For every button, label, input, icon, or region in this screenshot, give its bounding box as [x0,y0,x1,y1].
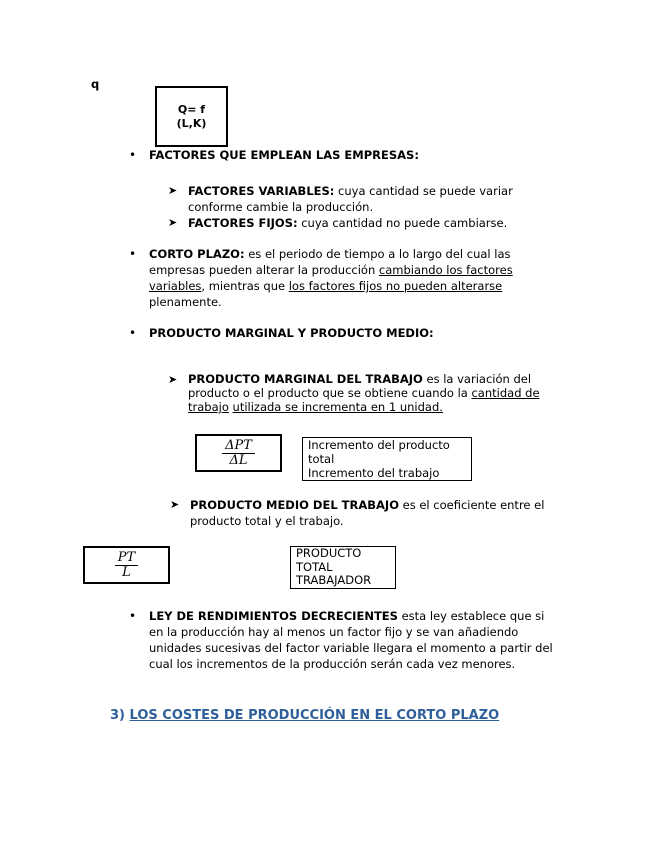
ley-text-2: en la producción hay al menos un factor fijo y se van añadiendo [149,625,519,639]
corto-plazo-paragraph [149,246,549,310]
marginal-fraction [222,439,255,468]
arrow-bullet-icon: ➤ [168,184,178,197]
corto-plazo-text-3u2: los factores fijos no pueden alterarse [288,279,503,293]
corto-plazo-text-1: es el periodo de tiempo a lo largo del cual las [244,247,511,261]
bullet-icon: • [129,609,137,623]
medio-desc-1: PRODUCTO [296,546,362,560]
ley-text-4: cual los incrementos de la producción serán cada vez menores. [149,657,516,671]
producto-heading: PRODUCTO MARGINAL Y PRODUCTO MEDIO: [149,326,434,340]
ley-label: LEY DE RENDIMIENTOS DECRECIENTES [149,609,398,623]
marginal-desc-2: total [308,452,335,466]
producto-marginal-label: PRODUCTO MARGINAL DEL TRABAJO [188,372,423,386]
function-line-1: Q= f [177,103,206,116]
factores-variables-text-2: conforme cambie la producción. [188,200,374,214]
margin-letter: q [91,77,100,91]
corto-plazo-text-2u: cambiando los factores [378,263,513,277]
corto-plazo-text-4: plenamente. [149,295,222,309]
factores-heading: FACTORES QUE EMPLEAN LAS EMPRESAS: [149,148,419,162]
factores-fijos-label: FACTORES FIJOS: [188,216,298,230]
function-line-2: (L,K) [176,117,207,130]
arrow-bullet-icon: ➤ [168,373,178,386]
producto-marginal-text-3u: trabajo [188,400,229,414]
medio-formula-box [83,546,170,584]
corto-plazo-text-3b: , mientras que [201,279,289,293]
corto-plazo-text-3u: variables [149,279,202,293]
producto-marginal-text-3u2: utilizada se incrementa en 1 unidad. [232,400,443,414]
marginal-numerator: ΔPT [222,439,255,454]
production-function-box [155,86,228,147]
medio-desc-2: TOTAL [296,559,333,574]
medio-fraction [115,551,138,580]
ley-paragraph [149,608,579,672]
producto-marginal-text-2a: producto o el producto que se obtiene cuando la [188,386,472,400]
section-heading [110,708,499,724]
producto-medio-item [190,497,570,529]
corto-plazo-text-2a: empresas pueden alterar la producción [149,263,379,277]
producto-medio-label: PRODUCTO MEDIO DEL TRABAJO [190,498,399,512]
arrow-bullet-icon: ➤ [170,498,180,511]
producto-medio-text-1: es el coeficiente entre el [398,498,545,512]
ley-text-1: esta ley establece que si [397,609,545,623]
factores-variables-item [188,183,548,215]
producto-medio-text-2: producto total y el trabajo. [190,514,344,528]
medio-denominator: L [122,564,131,580]
marginal-description-box [302,437,472,481]
factores-variables-text-1: cuya cantidad se puede variar [334,184,513,198]
factores-fijos-item [188,215,507,231]
marginal-desc-1: Incremento del producto [308,438,450,452]
medio-numerator: PT [115,551,138,566]
bullet-icon: • [129,326,137,340]
factores-fijos-text: cuya cantidad no puede cambiarse. [297,216,508,230]
section-number: 3) [110,708,125,723]
bullet-icon: • [129,247,137,261]
bullet-icon: • [129,148,137,162]
marginal-formula-box [195,434,282,472]
ley-text-3: unidades sucesivas del factor variable llegara el momento a partir del [149,641,553,655]
marginal-desc-3: Incremento del trabajo [308,466,440,480]
producto-marginal-text-1: es la variación del [422,372,532,386]
producto-marginal-item [188,372,568,414]
corto-plazo-label: CORTO PLAZO: [149,247,245,261]
factores-variables-label: FACTORES VARIABLES: [188,184,335,198]
section-title: LOS COSTES DE PRODUCCIÓN EN EL CORTO PLAZO [129,708,500,723]
medio-description-box [290,546,396,589]
medio-desc-3: TRABAJADOR [296,573,372,587]
marginal-denominator: ΔL [229,452,248,468]
producto-marginal-text-2u: cantidad de [471,386,540,400]
arrow-bullet-icon: ➤ [168,216,178,229]
